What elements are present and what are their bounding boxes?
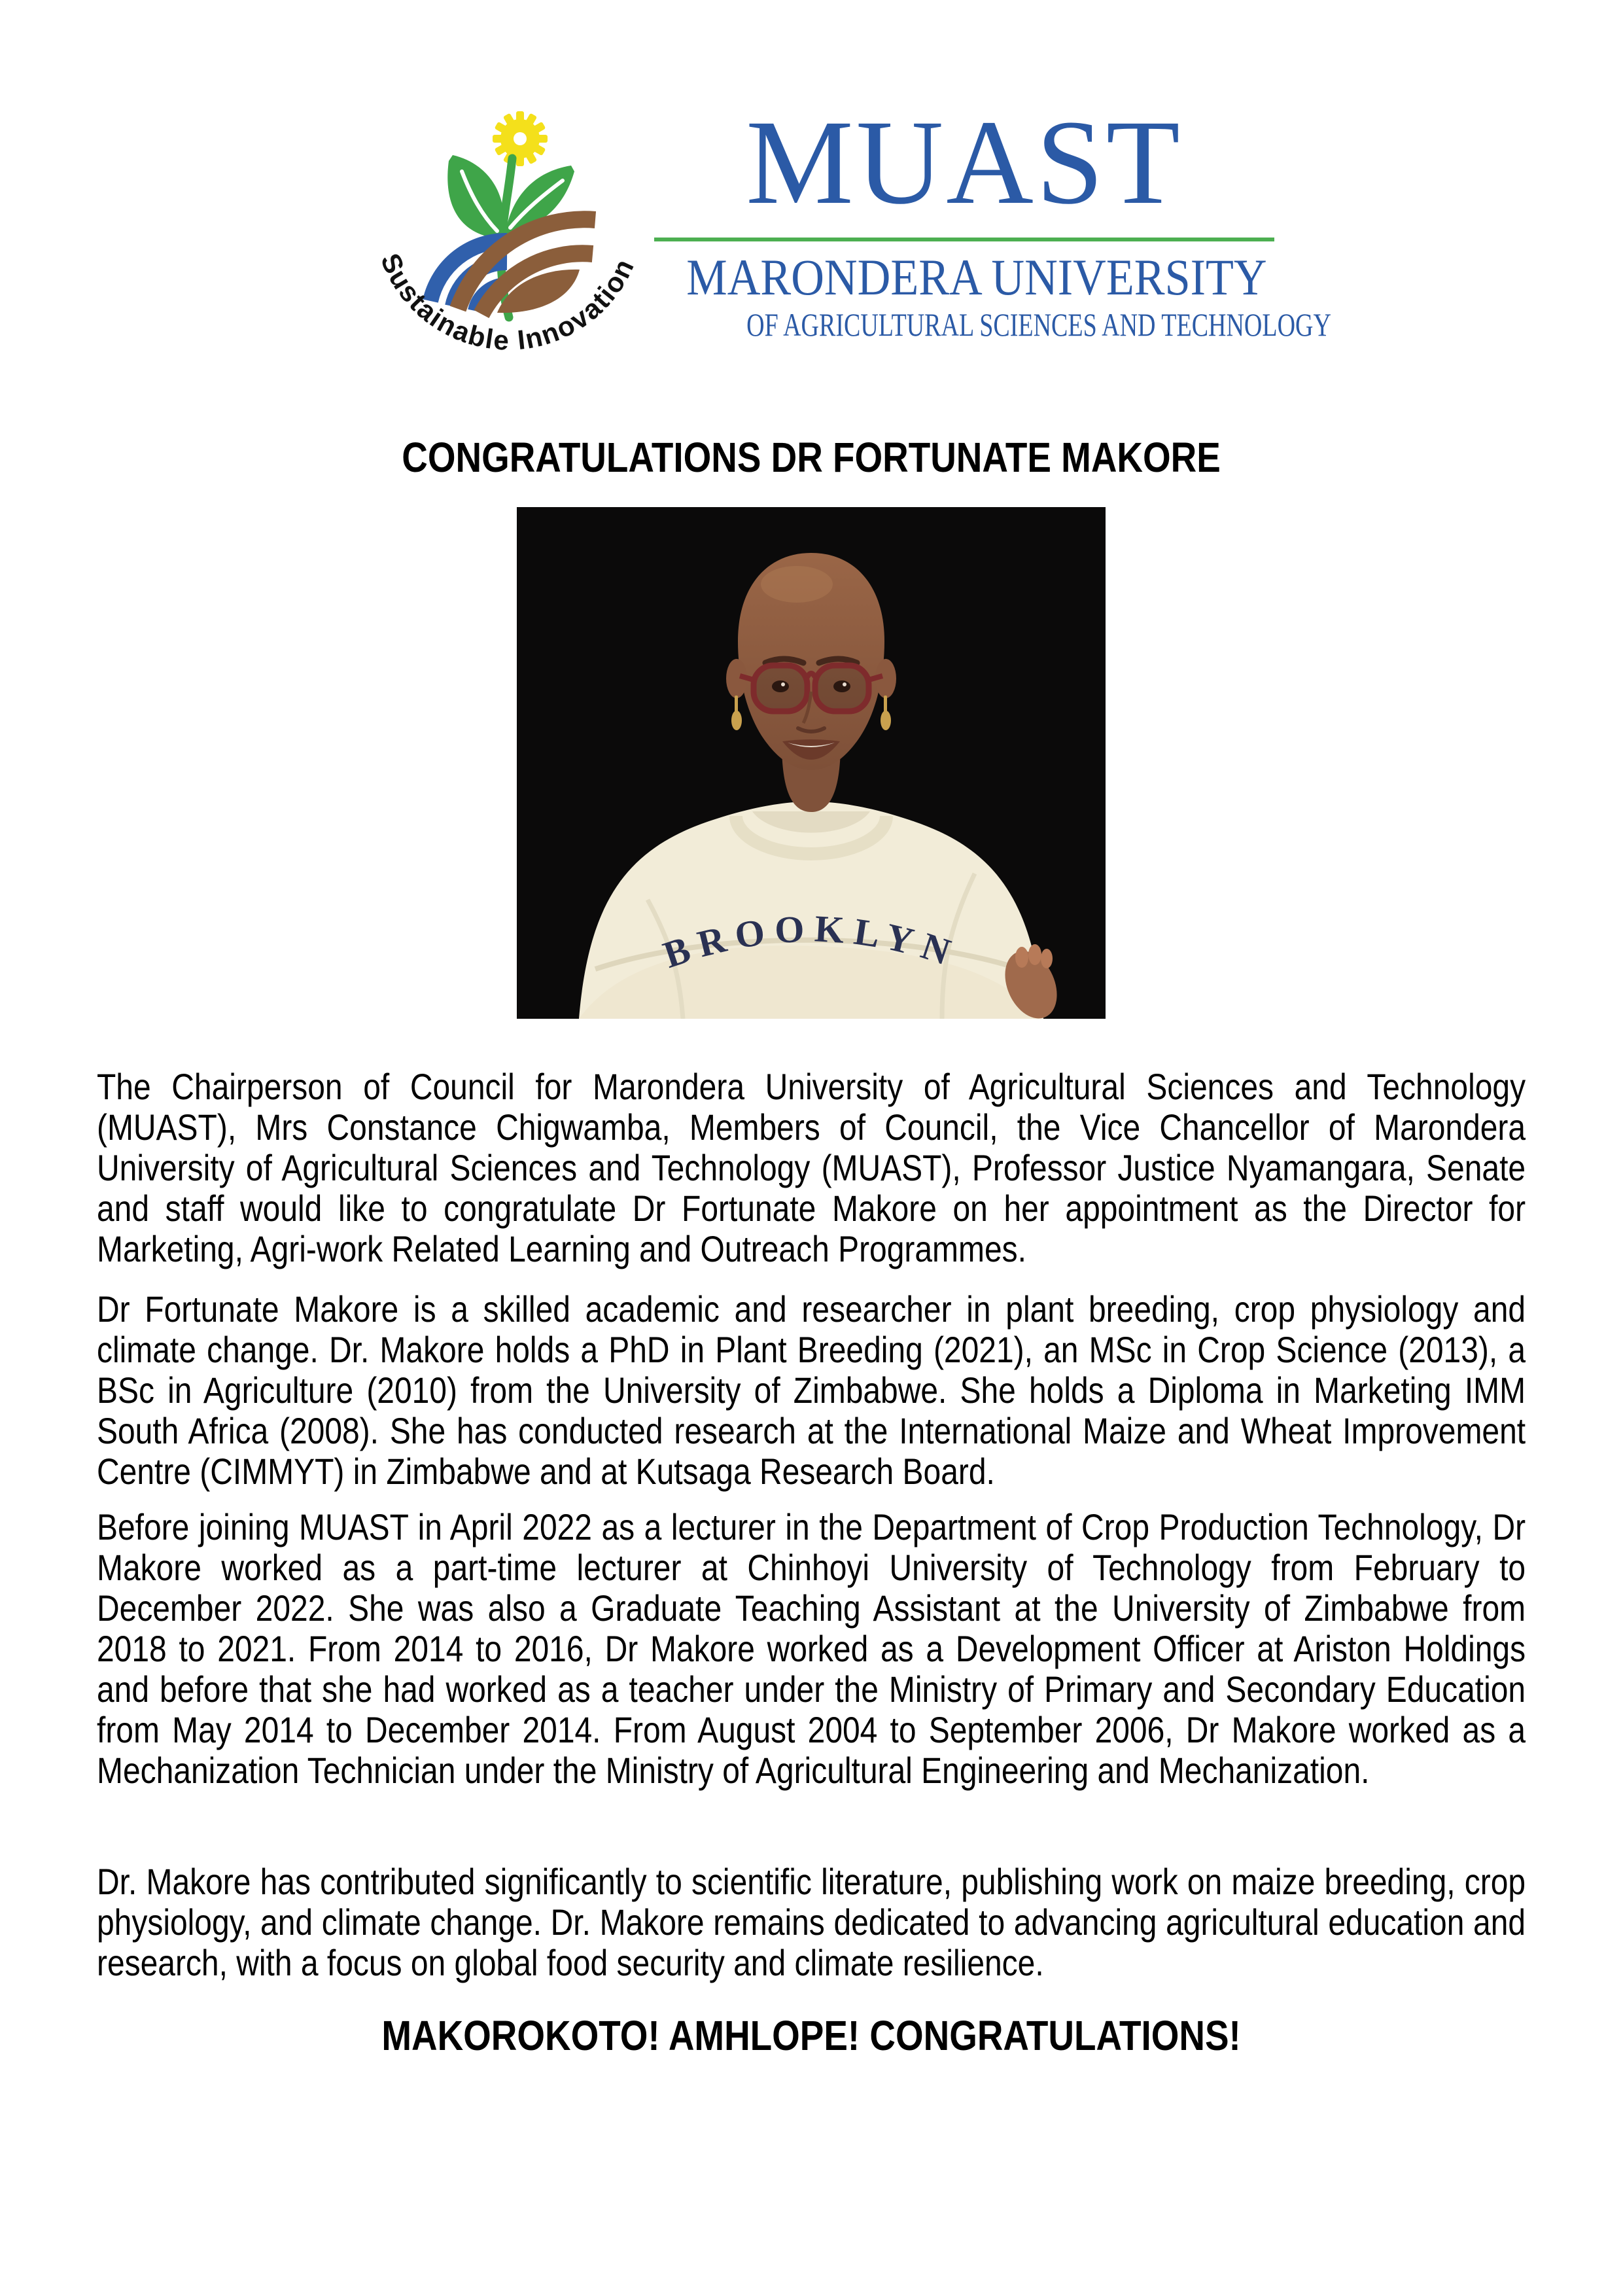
congratulations-line: MAKOROKOTO! AMHLOPE! CONGRATULATIONS! <box>381 2012 1241 2059</box>
paragraph-qualifications: Dr Fortunate Makore is a skilled academic and researcher in plant breeding, crop physiology and climate change. Dr. Makore holds a PhD in Plant Breeding (2021), an MSc in Crop Science (2013), a BSc in Agriculture (2010) from the University of Zimbabwe. She holds a Diploma in Marketing IMM South Africa (2008). She has conducted research at the International Maize and Wheat Improvement Centre (CIMMYT) in Zimbabwe and at Kutsaga Research Board. <box>97 1288 1526 1492</box>
paragraph-contributions: Dr. Makore has contributed significantly to scientific literature, publishing work on maize breeding, crop physiology, and climate change. Dr. Makore remains dedicated to advancing agricultural education and research, with a focus on global food security and climate resilience. <box>97 1861 1526 1983</box>
paragraph-career: Before joining MUAST in April 2022 as a lecturer in the Department of Crop Production Technology, Dr Makore worked as a part-time lecturer at Chinhoyi University of Technology from February to December 2022. She was also a Graduate Teaching Assistant at the University of Zimbabwe from 2018 to 2021. From 2014 to 2016, Dr Makore worked as a Development Officer at Ariston Holdings and before that she had worked as a teacher under the Ministry of Primary and Secondary Education from May 2014 to December 2014. From August 2004 to September 2006, Dr Makore worked as a Mechanization Technician under the Ministry of Agricultural Engineering and Mechanization. <box>97 1506 1526 1791</box>
university-name-line1: MARONDERA UNIVERSITY <box>686 249 1267 306</box>
document-body <box>97 0 1526 2296</box>
logo-acronym: MUAST <box>746 96 1183 230</box>
paragraph-appointment: The Chairperson of Council for Marondera University of Agricultural Sciences and Technology (MUAST), Mrs Constance Chigwamba, Members of Council, the Vice Chancellor of Marondera University of Agricultural Sciences and Technology (MUAST), Professor Justice Nyamangara, Senate and staff would like to congratulate Dr Fortunate Makore on her appointment as the Director for Marketing, Agri-work Related Learning and Outreach Programmes. <box>97 1066 1526 1269</box>
university-name-line2: OF AGRICULTURAL SCIENCES AND TECHNOLOGY <box>746 306 1331 343</box>
shirt-print-text: BROOKLYN <box>657 907 965 976</box>
page-title: CONGRATULATIONS DR FORTUNATE MAKORE <box>402 434 1221 481</box>
logo-tagline-text: Sustainable Innovation <box>374 249 640 356</box>
